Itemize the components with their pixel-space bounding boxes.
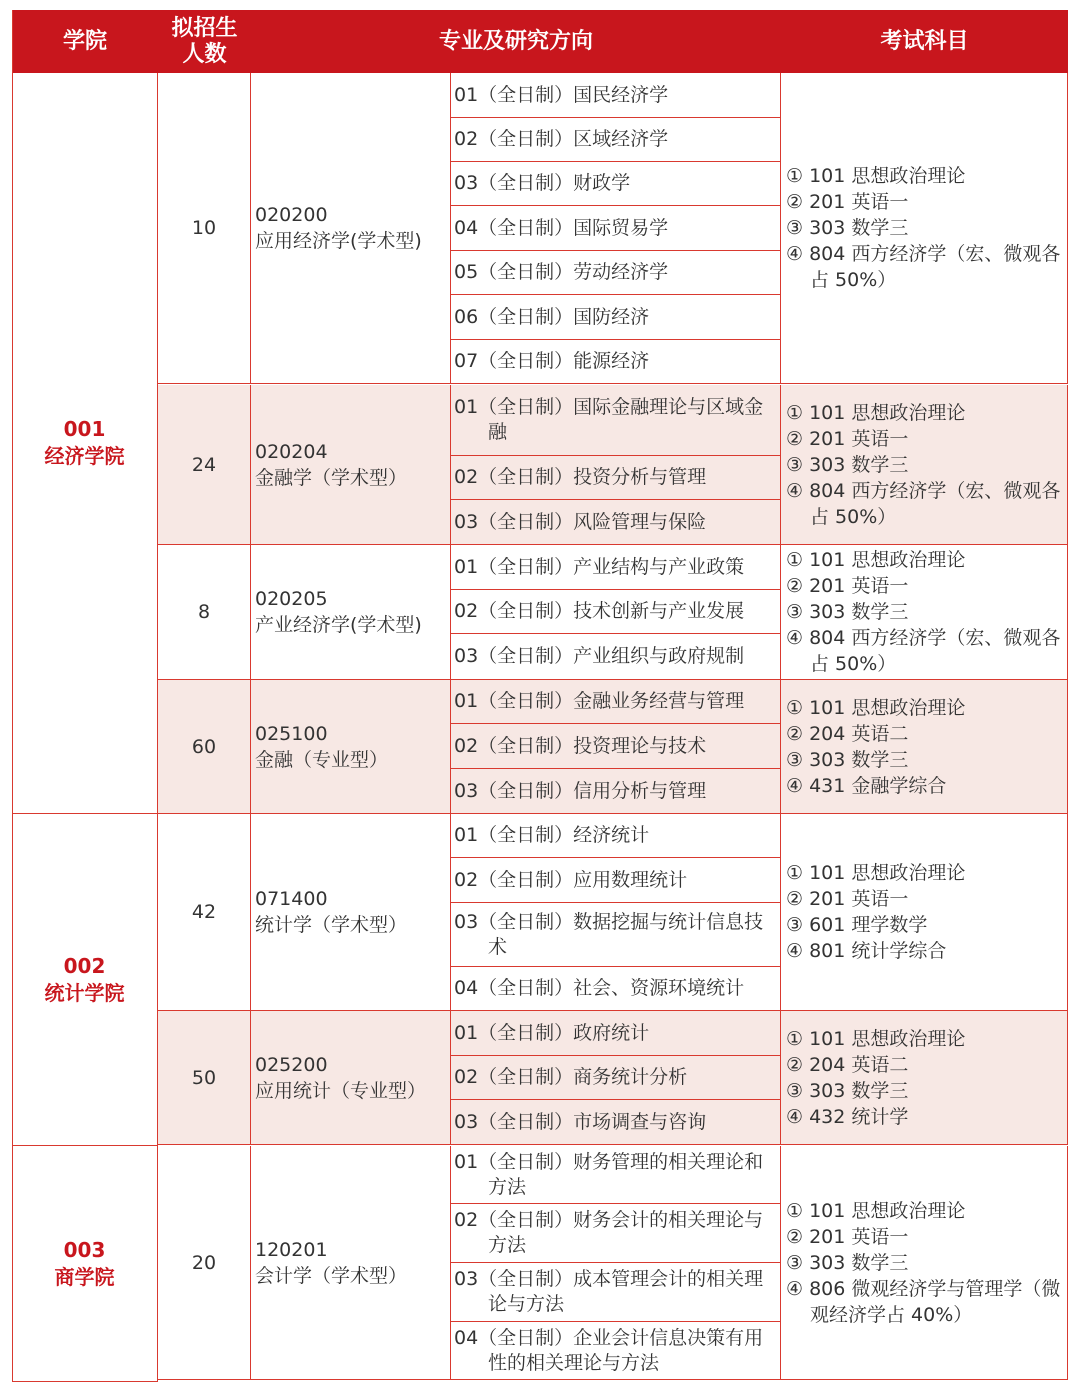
exam-item: ② 204 英语二	[786, 722, 909, 745]
exam-item: ② 201 英语一	[786, 888, 909, 910]
college-code: 003	[63, 1237, 106, 1262]
exam-list	[786, 695, 965, 799]
direction-row	[451, 456, 781, 500]
direction-row	[451, 858, 781, 903]
college-name: 统计学院	[44, 980, 125, 1005]
direction-label: 03（全日制）信用分析与管理	[454, 779, 707, 802]
quota-value: 50	[191, 1066, 217, 1089]
direction-row	[451, 206, 781, 251]
exam-item: ① 101 思想政治理论	[786, 549, 966, 571]
college-cell-002	[12, 814, 158, 1146]
major-name: 金融（专业型）	[255, 748, 389, 771]
quota-value: 8	[197, 601, 211, 623]
exam-item: ③ 303 数学三	[786, 601, 909, 623]
exam-item: ③ 303 数学三	[786, 1251, 909, 1274]
exam-item: ① 101 思想政治理论	[786, 1199, 966, 1222]
direction-row	[451, 590, 781, 634]
major-code: 071400	[255, 888, 328, 910]
quota-cell	[158, 1146, 251, 1380]
exam-list	[786, 547, 1067, 677]
major-name: 应用经济学(学术型)	[255, 230, 422, 252]
direction-row	[451, 967, 781, 1011]
direction-row	[451, 162, 781, 206]
header-exam: 考试科目	[781, 10, 1068, 73]
direction-label: 06（全日制）国防经济	[454, 305, 650, 328]
quota-cell	[158, 1011, 251, 1145]
direction-row	[451, 903, 781, 967]
direction-label: 02（全日制）投资分析与管理	[454, 466, 707, 488]
exam-item: ① 101 思想政治理论	[786, 862, 966, 884]
direction-row	[451, 500, 781, 545]
major-name: 统计学（学术型）	[255, 914, 408, 936]
exam-item: ② 201 英语一	[786, 191, 909, 213]
direction-row	[451, 814, 781, 858]
major-cell	[251, 1146, 451, 1380]
college-code: 002	[63, 953, 106, 978]
direction-row	[451, 1100, 781, 1145]
exam-item: ③ 303 数学三	[786, 217, 909, 239]
exam-cell	[781, 1011, 1068, 1145]
major-cell	[251, 1011, 451, 1145]
direction-row	[451, 73, 781, 118]
exam-item: ④ 804 西方经济学（宏、微观各占 50%）	[786, 243, 1061, 291]
direction-row	[451, 295, 781, 340]
college-cell-001	[12, 73, 158, 814]
quota-cell	[158, 385, 251, 545]
direction-label: 05（全日制）劳动经济学	[454, 261, 669, 283]
direction-label: 04（全日制）社会、资源环境统计	[454, 977, 745, 999]
direction-row	[451, 1011, 781, 1056]
direction-label: 04（全日制）企业会计信息决策有用性的相关理论与方法	[454, 1326, 764, 1374]
quota-cell	[158, 545, 251, 680]
exam-item: ③ 601 理学数学	[786, 914, 928, 936]
direction-row	[451, 1056, 781, 1100]
direction-row	[451, 1204, 781, 1263]
direction-label: 01（全日制）国民经济学	[454, 83, 669, 106]
exam-item: ① 101 思想政治理论	[786, 165, 966, 187]
direction-label: 02（全日制）应用数理统计	[454, 868, 688, 891]
exam-item: ② 201 英语一	[786, 1225, 909, 1248]
direction-row	[451, 724, 781, 769]
direction-label: 02（全日制）财务会计的相关理论与方法	[454, 1209, 764, 1256]
direction-row	[451, 545, 781, 590]
direction-row	[451, 634, 781, 680]
exam-cell	[781, 1146, 1068, 1380]
major-cell	[251, 385, 451, 545]
direction-label: 02（全日制）投资理论与技术	[454, 734, 707, 757]
direction-label: 03（全日制）数据挖掘与统计信息技术	[454, 910, 764, 958]
major-code: 020204	[255, 440, 328, 463]
exam-list	[786, 1026, 965, 1130]
exam-item: ④ 804 西方经济学（宏、微观各占 50%）	[786, 627, 1061, 675]
exam-item: ④ 806 微观经济学与管理学（微观经济学占 40%）	[786, 1277, 1061, 1326]
exam-list	[786, 1198, 1067, 1328]
major-code: 120201	[255, 1238, 328, 1261]
exam-cell	[781, 385, 1068, 545]
college-name: 商学院	[54, 1264, 115, 1289]
quota-cell	[158, 814, 251, 1011]
exam-list	[786, 860, 965, 964]
direction-label: 02（全日制）区域经济学	[454, 128, 669, 150]
direction-row	[451, 769, 781, 814]
header-quota-line2: 人数	[182, 41, 227, 67]
direction-row	[451, 251, 781, 295]
exam-item: ② 201 英语一	[786, 427, 909, 450]
quota-value: 42	[191, 901, 217, 923]
exam-cell	[781, 814, 1068, 1011]
direction-label: 02（全日制）技术创新与产业发展	[454, 600, 745, 622]
quota-value: 10	[191, 217, 217, 239]
exam-item: ③ 303 数学三	[786, 1079, 909, 1102]
college-name: 经济学院	[44, 444, 125, 468]
quota-value: 60	[191, 735, 217, 758]
direction-label: 03（全日制）产业组织与政府规制	[454, 645, 745, 667]
exam-list	[786, 400, 1067, 530]
exam-item: ④ 804 西方经济学（宏、微观各占 50%）	[786, 479, 1061, 528]
direction-label: 03（全日制）风险管理与保险	[454, 510, 707, 533]
direction-label: 02（全日制）商务统计分析	[454, 1066, 688, 1088]
direction-row	[451, 340, 781, 384]
direction-label: 01（全日制）财务管理的相关理论和方法	[454, 1150, 764, 1198]
exam-item: ① 101 思想政治理论	[786, 696, 966, 719]
direction-label: 01（全日制）产业结构与产业政策	[454, 555, 745, 578]
exam-item: ③ 303 数学三	[786, 748, 909, 771]
direction-row	[451, 680, 781, 724]
major-code: 020200	[255, 204, 328, 226]
direction-label: 01（全日制）经济统计	[454, 824, 650, 846]
quota-value: 20	[191, 1251, 217, 1274]
direction-label: 03（全日制）成本管理会计的相关理论与方法	[454, 1268, 764, 1315]
exam-cell	[781, 545, 1068, 680]
major-cell	[251, 680, 451, 814]
exam-item: ④ 432 统计学	[786, 1105, 909, 1128]
direction-row	[451, 385, 781, 456]
major-code: 025100	[255, 722, 328, 745]
exam-item: ② 204 英语二	[786, 1053, 909, 1076]
direction-label: 04（全日制）国际贸易学	[454, 216, 669, 239]
major-cell	[251, 545, 451, 680]
exam-item: ④ 431 金融学综合	[786, 774, 947, 797]
header-quota	[158, 10, 251, 73]
direction-label: 01（全日制）金融业务经营与管理	[454, 690, 745, 712]
direction-label: 03（全日制）市场调查与咨询	[454, 1110, 707, 1133]
exam-item: ③ 303 数学三	[786, 453, 909, 476]
major-name: 应用统计（专业型）	[255, 1079, 427, 1102]
exam-item: ② 201 英语一	[786, 575, 909, 597]
header-major: 专业及研究方向	[251, 10, 781, 73]
quota-value: 24	[191, 453, 217, 476]
exam-item: ① 101 思想政治理论	[786, 1027, 966, 1050]
college-cell-003	[12, 1146, 158, 1382]
major-cell	[251, 73, 451, 384]
major-code: 020205	[255, 588, 328, 610]
major-name: 会计学（学术型）	[255, 1264, 408, 1287]
exam-item: ① 101 思想政治理论	[786, 401, 966, 424]
college-code: 001	[63, 417, 106, 441]
direction-label: 01（全日制）国际金融理论与区域金融	[454, 396, 764, 443]
direction-label: 01（全日制）政府统计	[454, 1021, 650, 1044]
exam-cell	[781, 73, 1068, 384]
header-quota-line1: 拟招生	[171, 15, 238, 41]
direction-row	[451, 1263, 781, 1322]
direction-row	[451, 1322, 781, 1380]
major-cell	[251, 814, 451, 1011]
exam-item: ④ 801 统计学综合	[786, 940, 947, 962]
major-name: 金融学（学术型）	[255, 466, 408, 489]
exam-cell	[781, 680, 1068, 814]
quota-cell	[158, 680, 251, 814]
direction-label: 07（全日制）能源经济	[454, 350, 650, 372]
direction-row	[451, 118, 781, 162]
major-code: 025200	[255, 1053, 328, 1076]
direction-row	[451, 1146, 781, 1204]
exam-list	[786, 163, 1067, 293]
major-name: 产业经济学(学术型)	[255, 614, 422, 636]
direction-label: 03（全日制）财政学	[454, 172, 631, 194]
quota-cell	[158, 73, 251, 384]
admissions-table	[12, 10, 1068, 1382]
header-college: 学院	[12, 10, 158, 73]
